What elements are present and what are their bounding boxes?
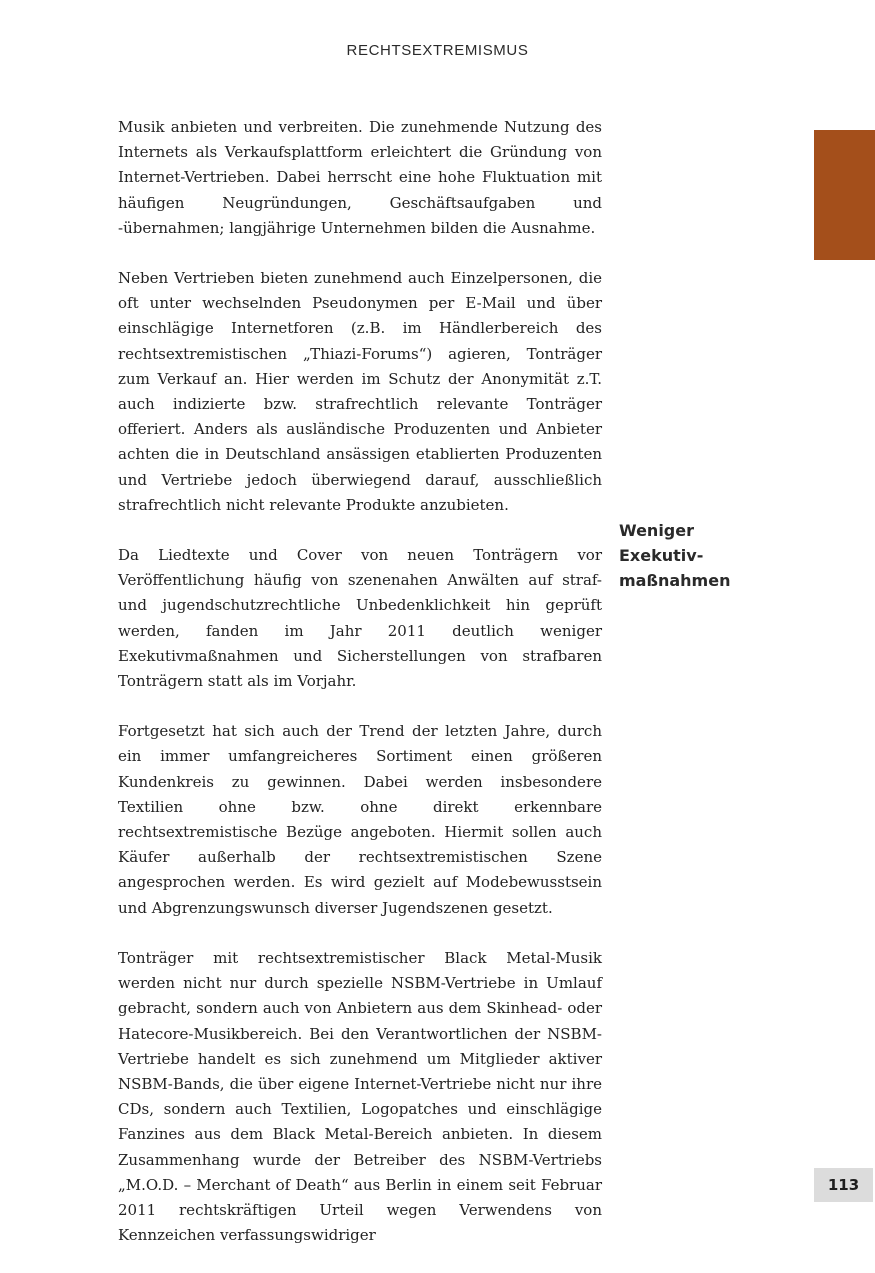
page-number: 113 bbox=[814, 1168, 873, 1202]
paragraph-2: Neben Vertrieben bieten zunehmend auch Einzelpersonen, die oft unter wechselnden Pseudonymen per E-Mail und über einschlägige Internetforen (z.B. im Händlerbereich des rechtsextremistischen „Thiazi-Forums“) agieren, Tonträger zum Verkauf an. Hier werden im Schutz der Anonymität z.T. auch indizierte bzw. strafrechtlich relevante Tonträger offeriert. Anders als ausländische Produzenten und Anbieter achten die in Deutschland ansässigen etablierten Produzenten und Vertriebe jedoch überwiegend darauf, ausschließlich strafrechtlich nicht relevante Produkte anzubieten. bbox=[118, 269, 602, 514]
margin-note bbox=[619, 518, 779, 593]
body-text-column bbox=[118, 115, 602, 1273]
margin-note-line-1: Weniger Exekutiv- bbox=[619, 521, 704, 565]
paragraph-5: Tonträger mit rechtsextremistischer Black Metal-Musik werden nicht nur durch spezielle NSBM-Vertriebe in Umlauf gebracht, sondern auch von Anbietern aus dem Skinhead- oder Hatecore-Musikbereich. Bei den Verantwortlichen der NSBM-Vertriebe handelt es sich zunehmend um Mitglieder aktiver NSBM-Bands, die über eigene Internet-Vertriebe nicht nur ihre CDs, sondern auch Textilien, Logopatches und einschlägige Fanzines aus dem Black Metal-Bereich anbieten. In diesem Zusammenhang wurde der Betreiber des NSBM-Vertriebs „M.O.D. – Merchant of Death“ aus Berlin in einem seit Februar 2011 rechtskräftigen Urteil wegen Verwendens von Kennzeichen verfassungswidriger bbox=[118, 948, 602, 1245]
paragraph-4: Fortgesetzt hat sich auch der Trend der letzten Jahre, durch ein immer umfangreicheres Sortiment einen größeren Kundenkreis zu gewinnen. Dabei werden insbesondere Textilien ohne bzw. ohne direkt erkennbare rechtsextremistische Bezüge angeboten. Hiermit sollen auch Käufer außerhalb der rechtsextremistischen Szene angesprochen werden. Es wird gezielt auf Modebewusstsein und Abgrenzungswunsch diverser Jugendszenen gesetzt. bbox=[118, 722, 602, 917]
running-header: RECHTSEXTREMISMUS bbox=[346, 42, 529, 59]
paragraph-1: Musik anbieten und verbreiten. Die zunehmende Nutzung des Internets als Verkaufsplattform erleichtert die Gründung von Internet-Vertrieben. Dabei herrscht eine hohe Fluktuation mit häufigen Neugründungen, Geschäftsaufgaben und -übernahmen; langjährige Unternehmen bilden die Ausnahme. bbox=[118, 118, 602, 237]
chapter-thumb-tab bbox=[814, 130, 875, 260]
margin-note-line-2: maßnahmen bbox=[619, 571, 731, 590]
paragraph-3: Da Liedtexte und Cover von neuen Tonträgern vor Veröffentlichung häufig von szenenahen Anwälten auf straf- und jugendschutzrechtliche Unbedenklichkeit hin geprüft werden, fanden im Jahr 2011 deutlich weniger Exekutivmaßnahmen und Sicherstellungen von strafbaren Tonträgern statt als im Vorjahr. bbox=[118, 546, 602, 691]
